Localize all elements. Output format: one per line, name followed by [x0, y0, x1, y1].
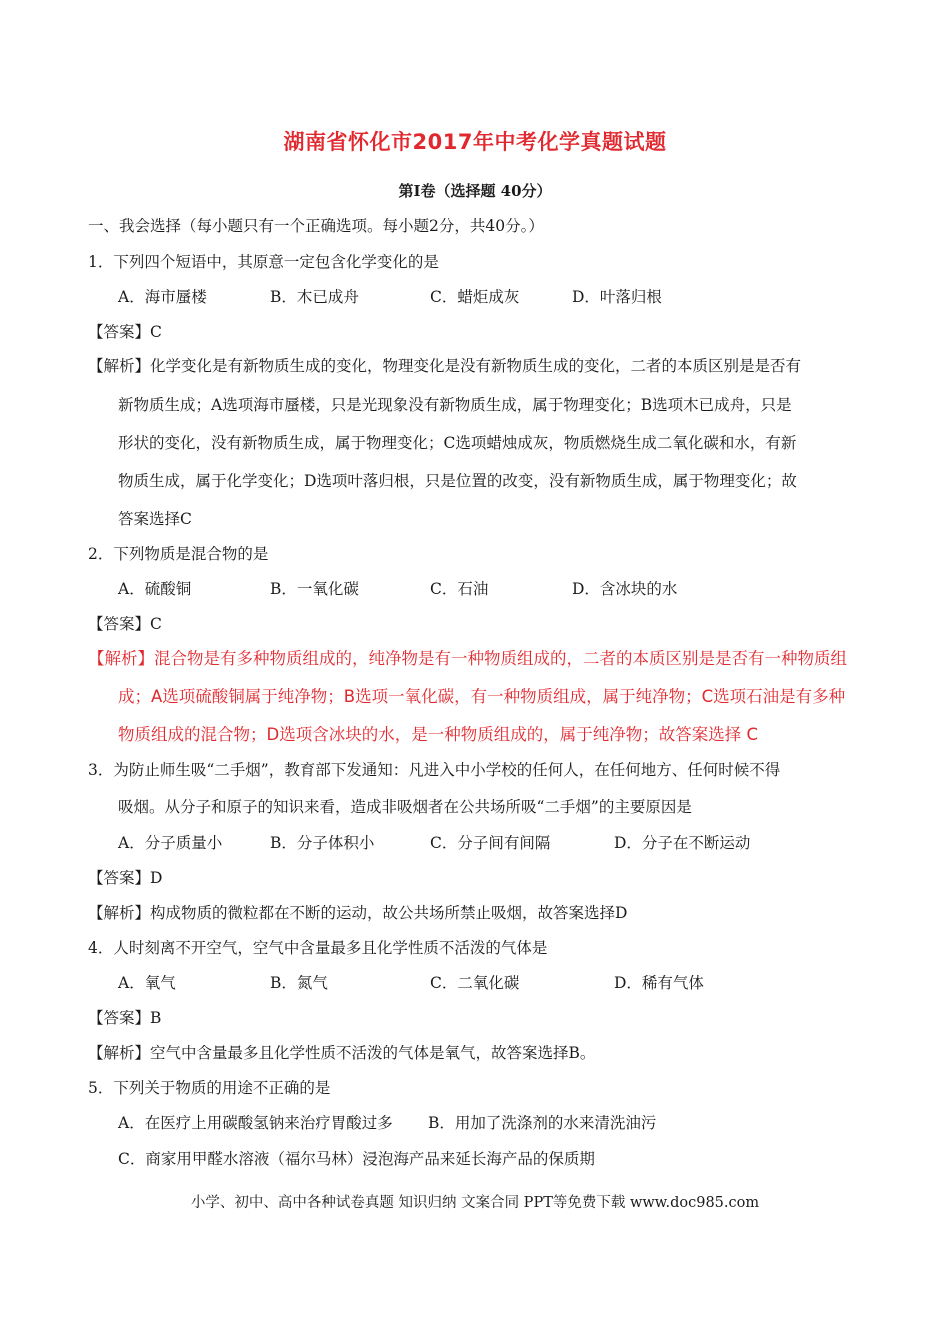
q1-option-d: D．叶落归根	[572, 288, 662, 306]
q4-option-d: D．稀有气体	[614, 974, 704, 992]
q1-analysis-line: 答案选择C	[118, 510, 192, 528]
q1-option-b: B．木已成舟	[270, 288, 359, 306]
q1-answer: 【答案】C	[88, 323, 162, 341]
q5-option-a: A．在医疗上用碳酸氢钠来治疗胃酸过多	[118, 1114, 393, 1132]
q2-option-d: D．含冰块的水	[572, 580, 678, 598]
q3-option-a: A．分子质量小	[118, 834, 223, 852]
q3-option-c: C．分子间有间隔	[430, 834, 551, 852]
q4-option-a: A．氧气	[118, 974, 176, 992]
q2-answer: 【答案】C	[88, 615, 162, 633]
q4-analysis: 【解析】空气中含量最多且化学性质不活泼的气体是氧气，故答案选择B。	[88, 1044, 596, 1062]
q2-analysis-line: 物质组成的混合物；D选项含冰块的水，是一种物质组成的，属于纯净物；故答案选择 C	[118, 725, 758, 744]
q3-analysis: 【解析】构成物质的微粒都在不断的运动，故公共场所禁止吸烟，故答案选择D	[88, 904, 628, 922]
q3-option-b: B．分子体积小	[270, 834, 375, 852]
q2-option-c: C．石油	[430, 580, 489, 598]
q5-option-c: C．商家用甲醛水溶液（福尔马林）浸泡海产品来延长海产品的保质期	[118, 1150, 595, 1168]
q1-stem: 1．下列四个短语中，其原意一定包含化学变化的是	[88, 253, 439, 271]
q3-stem-line: 吸烟。从分子和原子的知识来看，造成非吸烟者在公共场所吸“二手烟”的主要原因是	[118, 798, 692, 816]
section-heading: 一、我会选择（每小题只有一个正确选项。每小题2分，共40分。）	[88, 217, 544, 235]
q1-analysis-line: 物质生成，属于化学变化；D选项叶落归根，只是位置的改变，没有新物质生成，属于物理变化；故	[118, 472, 797, 490]
q1-option-c: C．蜡炬成灰	[430, 288, 520, 306]
q1-analysis-line: 【解析】化学变化是有新物质生成的变化，物理变化是没有新物质生成的变化，二者的本质区别是是否有	[88, 357, 802, 375]
q3-option-d: D．分子在不断运动	[614, 834, 751, 852]
paper-section-title: 第Ⅰ卷（选择题 40分）	[398, 182, 552, 200]
q1-analysis-line: 形状的变化，没有新物质生成，属于物理变化；C选项蜡烛成灰，物质燃烧生成二氧化碳和水，有新	[118, 434, 797, 452]
page-footer: 小学、初中、高中各种试卷真题 知识归纳 文案合同 PPT等免费下载 www.doc985.com	[190, 1195, 760, 1211]
q5-stem: 5．下列关于物质的用途不正确的是	[88, 1079, 331, 1097]
document-title: 湖南省怀化市2017年中考化学真题试题	[283, 130, 667, 154]
q4-option-b: B．氮气	[270, 974, 328, 992]
q2-analysis-line: 成；A选项硫酸铜属于纯净物；B选项一氧化碳，有一种物质组成，属于纯净物；C选项石油是有多种	[118, 687, 846, 706]
q2-option-a: A．硫酸铜	[118, 580, 192, 598]
q1-analysis-line: 新物质生成；A选项海市蜃楼，只是光现象没有新物质生成，属于物理变化；B选项木已成舟，只是	[118, 396, 792, 414]
q5-option-b: B．用加了洗涤剂的水来清洗油污	[428, 1114, 657, 1132]
q3-answer: 【答案】D	[88, 869, 163, 887]
q1-option-a: A．海市蜃楼	[118, 288, 207, 306]
q4-option-c: C．二氧化碳	[430, 974, 520, 992]
q2-stem: 2．下列物质是混合物的是	[88, 545, 269, 563]
q4-stem: 4．人时刻离不开空气，空气中含量最多且化学性质不活泼的气体是	[88, 939, 548, 957]
q2-option-b: B．一氧化碳	[270, 580, 359, 598]
q2-analysis-line: 【解析】混合物是有多种物质组成的，纯净物是有一种物质组成的，二者的本质区别是是否有一种物质组	[88, 649, 847, 668]
q4-answer: 【答案】B	[88, 1009, 162, 1027]
q3-stem-line: 3．为防止师生吸“二手烟”，教育部下发通知：凡进入中小学校的任何人，在任何地方、任何时候不得	[88, 761, 781, 779]
